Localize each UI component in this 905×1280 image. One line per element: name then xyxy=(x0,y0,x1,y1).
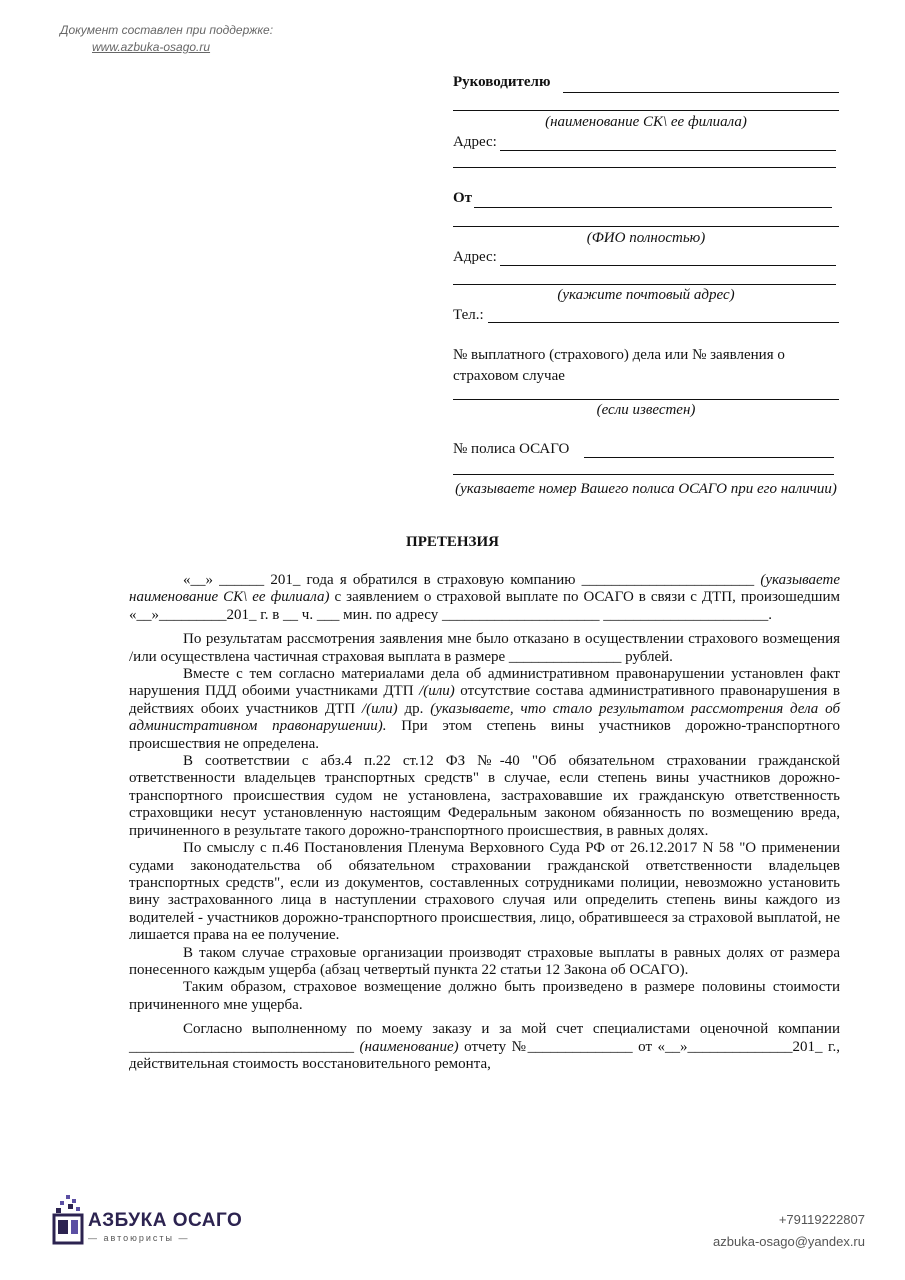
support-url-link[interactable]: www.azbuka-osago.ru xyxy=(92,40,211,54)
insurer-caption: (наименование СК\ ее филиала) xyxy=(545,114,747,130)
contact-phone[interactable]: +79119222807 xyxy=(778,1212,865,1227)
sender-address-line-2[interactable] xyxy=(453,284,836,285)
phone-label: Тел.: xyxy=(453,307,484,323)
from-line[interactable] xyxy=(474,207,832,208)
addressee-line[interactable] xyxy=(563,92,839,93)
fio-caption: (ФИО полностью) xyxy=(586,230,706,246)
paragraph-1-b: (указываете наименование СК\ ее филиала) xyxy=(129,572,840,606)
paragraph-3-c: отсутствие состава административного правонарушения в действиях обоих участников ДТП xyxy=(129,683,841,717)
paragraph-4: В соответствии с абз.4 п.22 ст.12 ФЗ №-40 "Об обязательном страховании гражданской ответственности владельцев транспортных средств" в случае, если степень вины участников дорожно-транспортного происшествия судом не установлена, застраховавшие их гражданскую ответственность страховщики несут установленную настоящим Федеральным законом обязанность по возмещению вреда, причиненного в результате такого дорожно-транспортного происшествия, в равных долях. xyxy=(129,753,840,839)
paragraph-3-a: Вместе с тем согласно материалами дела об административном правонарушении установлен факт нарушения ПДД обоими участниками ДТП xyxy=(129,666,840,700)
sender-address-line[interactable] xyxy=(500,265,836,266)
support-note xyxy=(60,22,273,56)
paragraph-3-f: (указываете, что стало результатом рассмотрения дела об административном правонарушении). xyxy=(129,700,840,735)
case-caption: (если известен) xyxy=(596,402,696,418)
support-note-text: Документ составлен при поддержке: xyxy=(60,23,274,37)
contact-email[interactable]: azbuka-osago@yandex.ru xyxy=(713,1234,865,1249)
insurer-address-line-2[interactable] xyxy=(453,167,836,168)
case-number-line[interactable] xyxy=(453,399,839,400)
azbuka-logo-icon xyxy=(52,1195,86,1251)
address-label: Адрес: xyxy=(453,134,497,150)
paragraph-6: В таком случае страховые организации производят страховые выплаты в равных долях от размера понесенного каждым ущерба (абзац четвертый пункта 22 статьи 12 Закона об ОСАГО). xyxy=(129,944,840,978)
claim-body xyxy=(129,572,840,1073)
address-label-2: Адрес: xyxy=(453,249,497,265)
paragraph-1-c: с заявлением о страховой выплате по ОСАГО в связи с ДТП, произошедшим «__»_________201_ г. в __ ч. ___ мин. по адресу _____________________ ______________________. xyxy=(129,589,840,623)
phone-line[interactable] xyxy=(488,322,839,323)
paragraph-1-a: «__» ______ 201_ года я обратился в страховую компанию _______________________ xyxy=(183,572,761,588)
paragraph-2: По результатам рассмотрения заявления мне было отказано в осуществлении страхового возмещения /или осуществлена частичная страховая выплата в размере _______________ рублей. xyxy=(129,631,840,665)
insurer-address-line[interactable] xyxy=(500,150,836,151)
paragraph-8-b: (наименование) xyxy=(359,1038,459,1055)
paragraph-3 xyxy=(129,666,840,753)
paragraph-7: Таким образом, страховое возмещение должно быть произведено в размере половины стоимости причиненного мне ущерба. xyxy=(129,979,840,1013)
policy-line[interactable] xyxy=(584,457,834,458)
paragraph-5: По смыслу с п.46 Постановления Пленума Верховного Суда РФ от 26.12.2017 N 58 "О применении судами законодательства об обязательном страховании гражданской ответственности владельцев транспортных средств", если из документов, составленных сотрудниками полиции, невозможно установить вину застрахованного лица в наступлении страхового случая или определить степень вины каждого из водителей - участников дорожно-транспортного происшествия, лицо, обратившееся за страховой выплатой, не лишается права на ее получение. xyxy=(129,840,840,944)
paragraph-8-a: Согласно выполненному по моему заказу и за мой счет специалистами оценочной компании ______________________________ xyxy=(129,1021,840,1055)
paragraph-1 xyxy=(129,572,840,624)
from-line-2[interactable] xyxy=(453,226,839,227)
paragraph-3-e: др. xyxy=(397,700,431,717)
case-number-label: № выплатного (страхового) дела или № заявления о страховом случае xyxy=(453,347,785,384)
policy-label: № полиса ОСАГО xyxy=(453,441,570,457)
logo-text: АЗБУКА ОСАГО xyxy=(88,1210,243,1231)
paragraph-3-d: /(или) xyxy=(361,700,398,717)
policy-caption: (указываете номер Вашего полиса ОСАГО при его наличии) xyxy=(455,481,837,497)
paragraph-8 xyxy=(129,1021,840,1073)
logo-subtitle: — автоюристы — xyxy=(88,1233,190,1243)
postal-caption: (укажите почтовый адрес) xyxy=(557,287,735,303)
paragraph-3-b: /(или) xyxy=(419,683,455,700)
document-title: ПРЕТЕНЗИЯ xyxy=(406,534,499,550)
addressee-label xyxy=(453,74,839,91)
to-label: Руководителю xyxy=(453,74,551,90)
from-label: От xyxy=(453,190,473,206)
addressee-line-2[interactable] xyxy=(453,110,839,111)
policy-line-2[interactable] xyxy=(453,474,834,475)
paragraph-8-c: отчету №______________ от «__»______________201_ г., действительная стоимость восстановительного ремонта, xyxy=(129,1038,841,1072)
paragraph-3-g: При этом степень вины участников дорожно-транспортного происшествия не определена. xyxy=(129,718,840,752)
